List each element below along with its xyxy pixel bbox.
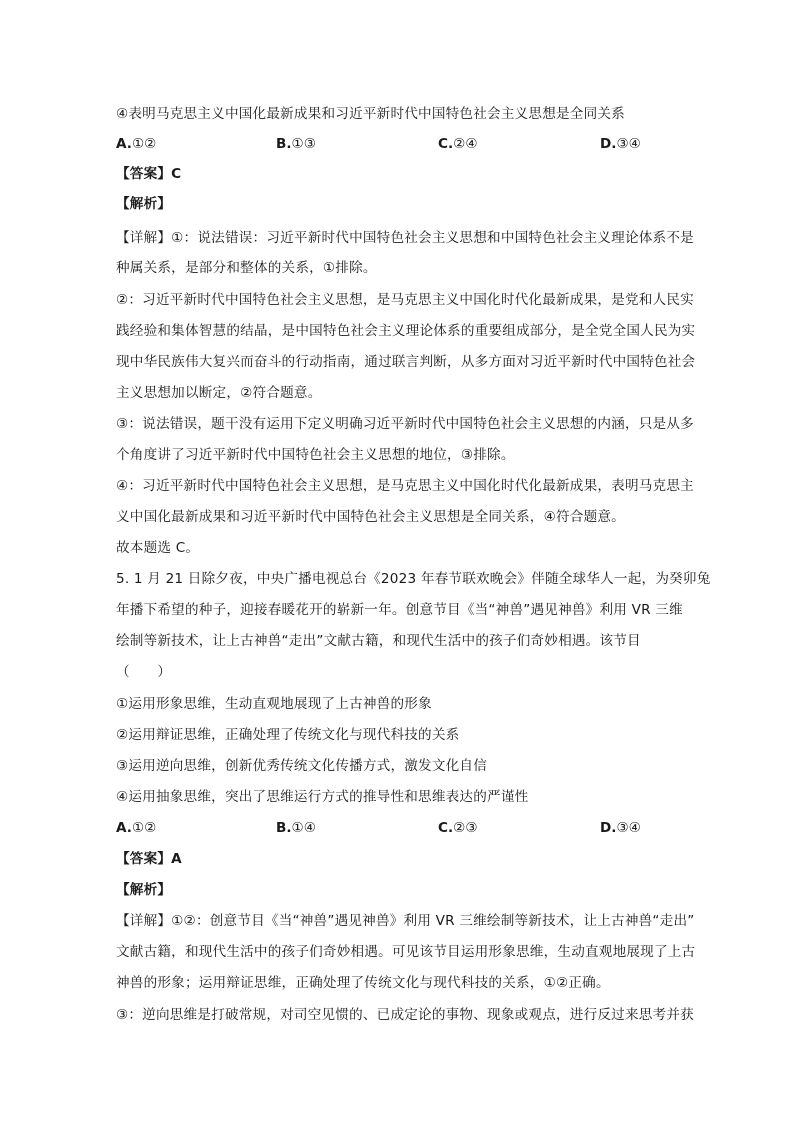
q5-option-c: C.②③ [438, 820, 478, 836]
q4-option-c: C.②④ [438, 136, 478, 152]
q4-detail-line: 主义思想加以断定，②符合题意。 [116, 385, 322, 401]
q5-detail-line: ③：逆向思维是打破常规，对司空见惯的、已成定论的事物、现象或观点，进行反过来思考并获 [116, 1007, 694, 1023]
q5-analysis-label: 【解析】 [116, 882, 172, 898]
q4-answer: 【答案】C [116, 166, 182, 182]
q5-option-a: A.①② [116, 820, 157, 836]
q5-statement-2: ②运用辩证思维，正确处理了传统文化与现代科技的关系 [116, 727, 460, 743]
q4-option-b: B.①③ [276, 136, 316, 152]
q5-answer: 【答案】A [116, 851, 182, 867]
q5-option-b: B.①④ [276, 820, 316, 836]
q5-detail-line: 文献古籍，和现代生活中的孩子们奇妙相遇。可见该节目运用形象思维，生动直观地展现了上古 [116, 944, 696, 960]
q5-detail-line: 【详解】①②：创意节目《当“神兽”遇见神兽》利用 VR 三维绘制等新技术，让上古神兽“走出” [116, 913, 695, 929]
q5-answer-blank: （ ） [116, 664, 172, 680]
q4-option-d: D.③④ [600, 136, 641, 152]
q4-conclusion: 故本题选 C。 [116, 540, 200, 556]
q4-statement-4: ④表明马克思主义中国化最新成果和习近平新时代中国特色社会主义思想是全同关系 [116, 106, 625, 122]
q5-statement-4: ④运用抽象思维，突出了思维运行方式的推导性和思维表达的严谨性 [116, 789, 529, 805]
q5-option-d: D.③④ [600, 820, 641, 836]
q4-detail-line: 种属关系，是部分和整体的关系，①排除。 [116, 260, 377, 276]
q4-detail-line: ③：说法错误，题干没有运用下定义明确习近平新时代中国特色社会主义思想的内涵，只是从多 [116, 416, 694, 432]
q4-detail-line: ②：习近平新时代中国特色社会主义思想，是马克思主义中国化时代化最新成果，是党和人民实 [116, 292, 694, 308]
q4-option-a: A.①② [116, 136, 157, 152]
q5-statement-3: ③运用逆向思维，创新优秀传统文化传播方式，激发文化自信 [116, 758, 488, 774]
q4-analysis-label: 【解析】 [116, 196, 172, 212]
q4-detail-line: 现中华民族伟大复兴而奋斗的行动指南，通过联言判断，从多方面对习近平新时代中国特色社会 [116, 354, 696, 370]
q5-detail-line: 神兽的形象；运用辩证思维，正确处理了传统文化与现代科技的关系，①②正确。 [116, 975, 610, 991]
q5-stem-line: 年播下希望的种子，迎接春暖花开的崭新一年。创意节目《当“神兽”遇见神兽》利用 VR 三维 [116, 602, 683, 618]
q4-detail-line: 义中国化最新成果和习近平新时代中国特色社会主义思想是全同关系，④符合题意。 [116, 509, 625, 525]
q4-detail-line: 【详解】①：说法错误：习近平新时代中国特色社会主义思想和中国特色社会主义理论体系不是 [116, 230, 694, 246]
q4-detail-line: 个角度讲了习近平新时代中国特色社会主义思想的地位，③排除。 [116, 447, 515, 463]
q5-stem-line: 绘制等新技术，让上古神兽“走出”文献古籍，和现代生活中的孩子们奇妙相遇。该节目 [116, 633, 641, 649]
q4-detail-line: 践经验和集体智慧的结晶，是中国特色社会主义理论体系的重要组成部分，是全党全国人民为实 [116, 323, 696, 339]
q5-statement-1: ①运用形象思维，生动直观地展现了上古神兽的形象 [116, 696, 432, 712]
q4-detail-line: ④：习近平新时代中国特色社会主义思想，是马克思主义中国化时代化最新成果，表明马克思主 [116, 478, 694, 494]
q5-stem-line: 5. 1 月 21 日除夕夜，中央广播电视总台《2023 年春节联欢晚会》伴随全球华人一起，为癸卯兔 [116, 571, 711, 587]
